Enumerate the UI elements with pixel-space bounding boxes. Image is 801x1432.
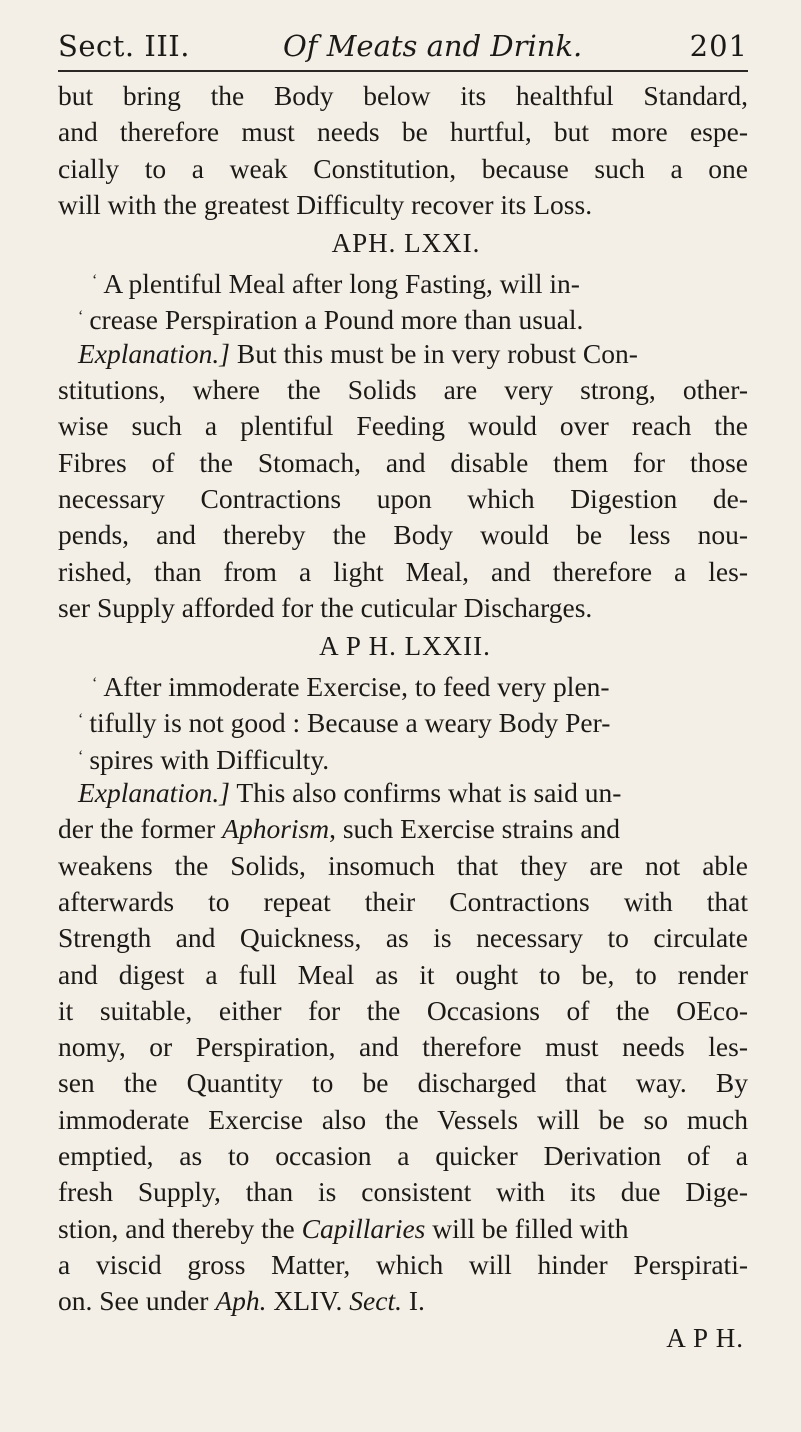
text-line (58, 1283, 748, 1319)
italic-term: Aphorism (222, 813, 330, 845)
aphorism-line (58, 666, 748, 702)
section-label: Sect. III. (58, 29, 190, 63)
running-head (58, 28, 748, 68)
aphorism-line (58, 702, 748, 738)
text-line: weakens the Solids, insomuch that they are not able (58, 849, 748, 881)
text-line: a viscid gross Matter, which will hinder Perspirati- (58, 1248, 748, 1280)
text-segment: , such Exercise strains and (329, 813, 621, 845)
header-rule (58, 70, 748, 72)
text-line: Fibres of the Stomach, and disable them for those (58, 446, 748, 478)
explanation-line (58, 775, 748, 811)
quote-mark: ‘ (92, 272, 98, 290)
body-text (58, 78, 748, 1356)
page-number: 201 (689, 29, 748, 63)
quote-mark: ‘ (78, 308, 84, 326)
text-line: will with the greatest Difficulty recover its Loss. (58, 188, 593, 220)
text-line: pends, and thereby the Body would be less nou- (58, 519, 748, 551)
explanation-line (58, 336, 748, 372)
text-line: stitutions, where the Solids are very strong, other- (58, 374, 748, 406)
aphorism-text: A plentiful Meal after long Fasting, will in- (103, 268, 580, 300)
aphorism-text: spires with Difficulty. (89, 743, 330, 775)
text-segment: der the former (58, 813, 223, 845)
text-line: emptied, as to occasion a quicker Derivation of a (58, 1140, 748, 1172)
text-line: afterwards to repeat their Contractions with that (58, 885, 748, 917)
catchword: A P H. (666, 1322, 744, 1353)
explanation-text: This also confirms what is said un- (236, 777, 622, 809)
text-segment: XLIV. (266, 1285, 350, 1317)
text-line: nomy, or Perspiration, and therefore must needs les- (58, 1031, 748, 1063)
text-line: sen the Quantity to be discharged that way. By (58, 1067, 748, 1099)
aphorism-heading: APH. LXXI. (331, 228, 481, 259)
explanation-label: Explanation.] (78, 337, 231, 369)
text-segment: stion, and thereby the (58, 1212, 295, 1244)
text-line: cially to a weak Constitution, because such a one (58, 152, 748, 184)
text-line: necessary Contractions upon which Digestion de- (58, 482, 748, 514)
quote-mark: ‘ (78, 711, 84, 729)
text-segment: I. (401, 1285, 425, 1317)
aphorism-line (58, 299, 748, 335)
aphorism-heading: A P H. LXXII. (319, 631, 491, 662)
book-page (58, 28, 748, 1408)
aphorism-text: After immoderate Exercise, to feed very plen- (103, 671, 610, 703)
text-line: immoderate Exercise also the Vessels will be so much (58, 1103, 748, 1135)
text-line: it suitable, either for the Occasions of the OEco- (58, 994, 748, 1026)
text-line: ser Supply afforded for the cuticular Discharges. (58, 591, 593, 623)
italic-term: Aph. (215, 1285, 267, 1317)
italic-term: Sect. (349, 1285, 402, 1317)
text-line: and therefore must needs be hurtful, but more espe- (58, 116, 748, 148)
aphorism-text: tifully is not good : Because a weary Body Per- (89, 707, 611, 739)
text-line: but bring the Body below its healthful Standard, (58, 80, 748, 111)
text-line: and digest a full Meal as it ought to be, to render (58, 958, 748, 990)
text-line: rished, than from a light Meal, and therefore a les- (58, 555, 748, 587)
explanation-label: Explanation.] (78, 777, 231, 809)
text-segment: on. See under (58, 1285, 216, 1317)
quote-mark: ‘ (78, 747, 84, 765)
quote-mark: ‘ (92, 675, 98, 693)
explanation-text: But this must be in very robust Con- (236, 337, 638, 369)
text-line: fresh Supply, than is consistent with its due Dige- (58, 1176, 748, 1208)
text-line (58, 1211, 748, 1247)
chapter-title: Of Meats and Drink. (283, 29, 583, 63)
text-line: Strength and Quickness, as is necessary to circulate (58, 922, 748, 954)
text-line: wise such a plentiful Feeding would over reach the (58, 410, 748, 442)
aphorism-line (58, 263, 748, 299)
text-line (58, 811, 748, 847)
aphorism-text: crease Perspiration a Pound more than usual. (89, 304, 584, 336)
aphorism-line (58, 739, 748, 775)
text-segment: will be filled with (425, 1212, 629, 1244)
italic-term: Capillaries (301, 1212, 426, 1244)
